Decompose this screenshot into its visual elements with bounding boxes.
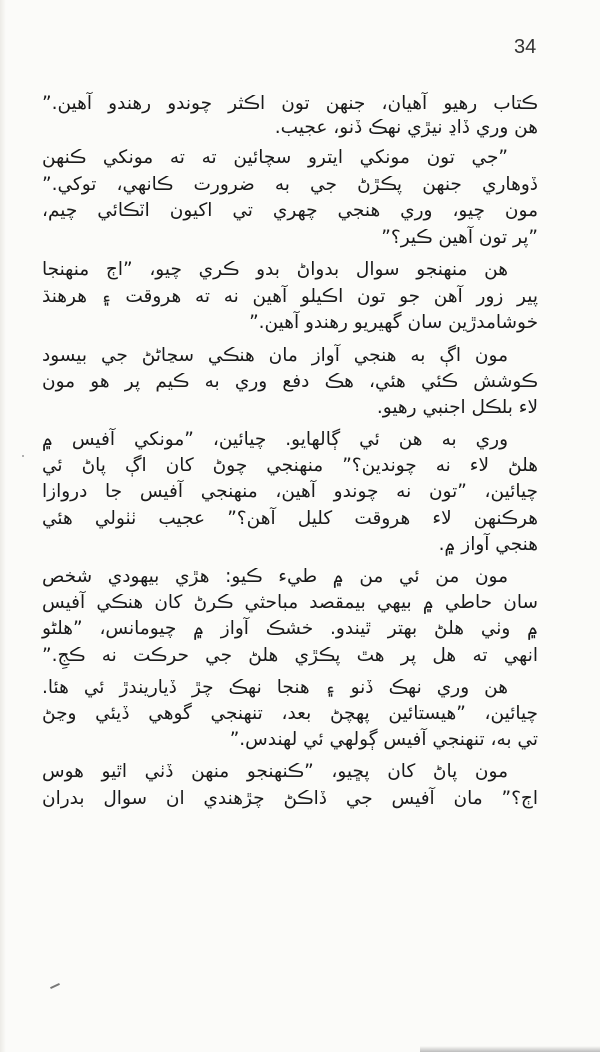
page-edge-bottom <box>420 1046 600 1052</box>
text-line: هن وري ڏاڍ نيڙي نهڪ ڏنو، عجيب. <box>274 117 538 138</box>
page-number: 34 <box>514 36 537 58</box>
text-line: هرڪنهن لاء هروقت کليل آهن؟” عجيب ٺٺولي هئي <box>42 508 538 529</box>
text-line: هن وري نهڪ ڏنو ۽ هنجا نهڪ چڙ ڏياريندڙ ئي هئا. <box>42 677 508 698</box>
text-line: چيائين، ”هيستائين پهچڻ بعد، تنهنجي گوهي ڏيئي وڃڻ <box>42 703 538 724</box>
text-line: مون پاڻ کان پڇيو، ”ڪنهنجو منهن ڏٺي اٿيو هوس <box>42 761 508 782</box>
text-line: تي به، تنهنجي آفيس ڳولهي ئي لهندس.” <box>229 729 538 750</box>
page-edge-left <box>0 0 6 1052</box>
text-line: وري به هن ئي ڳالهايو. چيائين، ”مونکي آفيس ۾ <box>42 429 508 450</box>
text-line: انهي ته هل پر هٿ پڪڙي هلڻ جي حرڪت نه ڪجِ.” <box>42 645 538 666</box>
text-line: اڄ؟” مان آفيس جي ڏاڪڻ چڙهندي ان سوال بدران <box>42 788 538 809</box>
text-line: خوشامدڙين سان گهيريو رهندو آهين.” <box>249 312 538 333</box>
text-line: ”جي تون مونکي ايترو سچائين ته ته مونکي ڪنهن <box>42 147 508 168</box>
text-line: هلڻ لاء نه چوندين؟” منهنجي چوڻ کان اڳ پاڻ ئي <box>42 455 538 476</box>
text-line: ڪتاب رهيو آهيان، جنهن تون اڪثر چوندو رهندو آهين.” <box>42 93 538 114</box>
pen-mark <box>50 983 60 989</box>
text-line: هن منهنجو سوال بدواڻ بدو ڪري چيو، ”اڄ منهنجا <box>42 259 508 280</box>
text-line: هنجي آواز ۾. <box>438 534 538 555</box>
text-line: مون من ئي من ۾ طيء ڪيو: هڙي بيهودي شخص <box>42 566 508 587</box>
text-line: ”پر تون آهين ڪير؟” <box>381 227 538 248</box>
text-line: پير زور آهن جو تون اڪيلو آهين نه ته هروقت ۽ هرهنڌ <box>42 286 538 307</box>
text-line: لاء بلڪل اجنبي رهيو. <box>376 397 538 418</box>
text-line: سان حاطي ۾ بيهي بيمقصد مباحثي ڪرڻ کان هنڪي آفيس <box>42 592 538 613</box>
text-line: ڪوشش ڪئي هئي، هڪ دفع وري به ڪيم پر هو مون <box>42 371 538 392</box>
text-line: ۾ وٺي هلڻ بهتر ٿيندو. خشڪ آواز ۾ چيومانس، ”هلڻو <box>42 618 538 639</box>
text-line: چيائين، ”تون نه چوندو آهين، منهنجي آفيس جا دروازا <box>42 481 538 502</box>
text-line: مون اڳ به هنجي آواز مان هنڪي سڃاڻڻ جي بيسود <box>42 345 508 366</box>
text-line: ڏوهاري جنهن پڪڙڻ جي به ضرورت ڪانهي، توکي.” <box>42 174 538 195</box>
text-line: مون چيو، وري هنجي چهري تي اکيون اٽڪائي چيم، <box>42 200 538 221</box>
scan-speck <box>22 455 24 457</box>
